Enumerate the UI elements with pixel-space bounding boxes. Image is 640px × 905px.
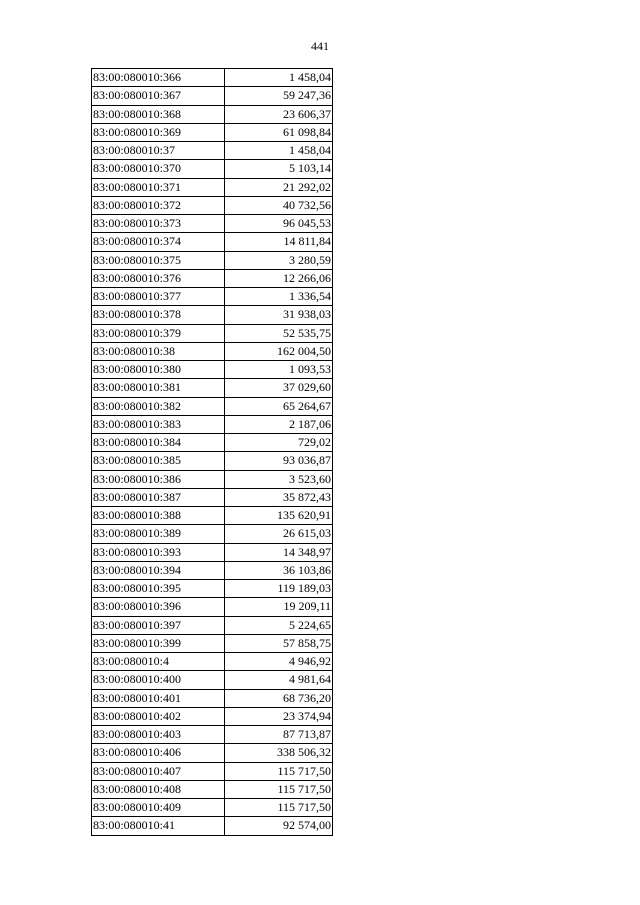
value-cell: 57 858,75 bbox=[225, 634, 333, 652]
cadastral-number-cell: 83:00:080010:397 bbox=[92, 616, 225, 634]
value-cell: 12 266,06 bbox=[225, 269, 333, 287]
value-cell: 36 103,86 bbox=[225, 561, 333, 579]
table-row bbox=[92, 288, 333, 306]
cadastral-number-cell: 83:00:080010:373 bbox=[92, 215, 225, 233]
value-cell: 96 045,53 bbox=[225, 215, 333, 233]
value-cell: 5 103,14 bbox=[225, 160, 333, 178]
cadastral-number-cell: 83:00:080010:389 bbox=[92, 525, 225, 543]
table-row bbox=[92, 744, 333, 762]
table-row bbox=[92, 160, 333, 178]
cadastral-number-cell: 83:00:080010:376 bbox=[92, 269, 225, 287]
cadastral-number-cell: 83:00:080010:388 bbox=[92, 507, 225, 525]
cadastral-number-cell: 83:00:080010:399 bbox=[92, 634, 225, 652]
table-row bbox=[92, 196, 333, 214]
table-row bbox=[92, 780, 333, 798]
cadastral-number-cell: 83:00:080010:394 bbox=[92, 561, 225, 579]
value-cell: 729,02 bbox=[225, 434, 333, 452]
value-cell: 19 209,11 bbox=[225, 598, 333, 616]
value-cell: 14 811,84 bbox=[225, 233, 333, 251]
value-cell: 59 247,36 bbox=[225, 87, 333, 105]
table-row bbox=[92, 123, 333, 141]
value-cell: 87 713,87 bbox=[225, 726, 333, 744]
table-row bbox=[92, 269, 333, 287]
table-row bbox=[92, 561, 333, 579]
table-row bbox=[92, 306, 333, 324]
value-cell: 26 615,03 bbox=[225, 525, 333, 543]
cadastral-number-cell: 83:00:080010:41 bbox=[92, 817, 225, 835]
table-row bbox=[92, 105, 333, 123]
cadastral-number-cell: 83:00:080010:393 bbox=[92, 543, 225, 561]
value-cell: 68 736,20 bbox=[225, 689, 333, 707]
value-cell: 115 717,50 bbox=[225, 780, 333, 798]
cadastral-number-cell: 83:00:080010:409 bbox=[92, 799, 225, 817]
value-cell: 14 348,97 bbox=[225, 543, 333, 561]
value-cell: 52 535,75 bbox=[225, 324, 333, 342]
value-cell: 162 004,50 bbox=[225, 342, 333, 360]
table-row bbox=[92, 379, 333, 397]
table-row bbox=[92, 415, 333, 433]
value-cell: 1 458,04 bbox=[225, 69, 333, 87]
table-row bbox=[92, 817, 333, 835]
table-row bbox=[92, 762, 333, 780]
value-cell: 115 717,50 bbox=[225, 762, 333, 780]
cadastral-number-cell: 83:00:080010:385 bbox=[92, 452, 225, 470]
table-row bbox=[92, 671, 333, 689]
cadastral-number-cell: 83:00:080010:367 bbox=[92, 87, 225, 105]
value-cell: 92 574,00 bbox=[225, 817, 333, 835]
table-row bbox=[92, 580, 333, 598]
value-cell: 119 189,03 bbox=[225, 580, 333, 598]
table-row bbox=[92, 397, 333, 415]
value-cell: 115 717,50 bbox=[225, 799, 333, 817]
value-cell: 40 732,56 bbox=[225, 196, 333, 214]
table-row bbox=[92, 726, 333, 744]
cadastral-number-cell: 83:00:080010:382 bbox=[92, 397, 225, 415]
table-row bbox=[92, 598, 333, 616]
value-cell: 135 620,91 bbox=[225, 507, 333, 525]
cadastral-number-cell: 83:00:080010:384 bbox=[92, 434, 225, 452]
table-row bbox=[92, 87, 333, 105]
table-row bbox=[92, 653, 333, 671]
cadastral-number-cell: 83:00:080010:4 bbox=[92, 653, 225, 671]
table-row bbox=[92, 233, 333, 251]
cadastral-number-cell: 83:00:080010:370 bbox=[92, 160, 225, 178]
cadastral-number-cell: 83:00:080010:407 bbox=[92, 762, 225, 780]
cadastral-number-cell: 83:00:080010:406 bbox=[92, 744, 225, 762]
cadastral-number-cell: 83:00:080010:383 bbox=[92, 415, 225, 433]
value-cell: 338 506,32 bbox=[225, 744, 333, 762]
cadastral-number-cell: 83:00:080010:366 bbox=[92, 69, 225, 87]
cadastral-number-cell: 83:00:080010:380 bbox=[92, 361, 225, 379]
table-row bbox=[92, 251, 333, 269]
cadastral-number-cell: 83:00:080010:408 bbox=[92, 780, 225, 798]
table-row bbox=[92, 434, 333, 452]
value-cell: 37 029,60 bbox=[225, 379, 333, 397]
value-cell: 3 280,59 bbox=[225, 251, 333, 269]
table-row bbox=[92, 634, 333, 652]
cadastral-number-cell: 83:00:080010:396 bbox=[92, 598, 225, 616]
value-cell: 23 374,94 bbox=[225, 707, 333, 725]
value-cell: 2 187,06 bbox=[225, 415, 333, 433]
cadastral-number-cell: 83:00:080010:369 bbox=[92, 123, 225, 141]
value-cell: 3 523,60 bbox=[225, 470, 333, 488]
cadastral-number-cell: 83:00:080010:37 bbox=[92, 142, 225, 160]
table-row bbox=[92, 799, 333, 817]
cadastral-number-cell: 83:00:080010:372 bbox=[92, 196, 225, 214]
table-row bbox=[92, 689, 333, 707]
table-row bbox=[92, 342, 333, 360]
table-row bbox=[92, 142, 333, 160]
cadastral-number-cell: 83:00:080010:375 bbox=[92, 251, 225, 269]
value-cell: 1 093,53 bbox=[225, 361, 333, 379]
cadastral-number-cell: 83:00:080010:374 bbox=[92, 233, 225, 251]
table-row bbox=[92, 178, 333, 196]
value-cell: 21 292,02 bbox=[225, 178, 333, 196]
cadastral-number-cell: 83:00:080010:378 bbox=[92, 306, 225, 324]
table-row bbox=[92, 488, 333, 506]
value-cell: 23 606,37 bbox=[225, 105, 333, 123]
cadastral-number-cell: 83:00:080010:371 bbox=[92, 178, 225, 196]
table-row bbox=[92, 543, 333, 561]
value-cell: 65 264,67 bbox=[225, 397, 333, 415]
value-cell: 4 981,64 bbox=[225, 671, 333, 689]
value-cell: 1 336,54 bbox=[225, 288, 333, 306]
cadastral-number-cell: 83:00:080010:38 bbox=[92, 342, 225, 360]
cadastral-number-cell: 83:00:080010:402 bbox=[92, 707, 225, 725]
value-cell: 1 458,04 bbox=[225, 142, 333, 160]
table-row bbox=[92, 616, 333, 634]
table-row bbox=[92, 324, 333, 342]
cadastral-number-cell: 83:00:080010:403 bbox=[92, 726, 225, 744]
table-body bbox=[92, 69, 333, 836]
cadastral-value-table bbox=[91, 68, 333, 836]
cadastral-number-cell: 83:00:080010:379 bbox=[92, 324, 225, 342]
cadastral-number-cell: 83:00:080010:400 bbox=[92, 671, 225, 689]
value-cell: 35 872,43 bbox=[225, 488, 333, 506]
table-row bbox=[92, 507, 333, 525]
cadastral-number-cell: 83:00:080010:386 bbox=[92, 470, 225, 488]
cadastral-number-cell: 83:00:080010:377 bbox=[92, 288, 225, 306]
table-row bbox=[92, 525, 333, 543]
table-row bbox=[92, 470, 333, 488]
table-row bbox=[92, 707, 333, 725]
value-cell: 31 938,03 bbox=[225, 306, 333, 324]
cadastral-number-cell: 83:00:080010:401 bbox=[92, 689, 225, 707]
page-number: 441 bbox=[311, 39, 329, 53]
cadastral-number-cell: 83:00:080010:387 bbox=[92, 488, 225, 506]
value-cell: 5 224,65 bbox=[225, 616, 333, 634]
table-row bbox=[92, 361, 333, 379]
table-row bbox=[92, 452, 333, 470]
cadastral-number-cell: 83:00:080010:395 bbox=[92, 580, 225, 598]
table-row bbox=[92, 69, 333, 87]
value-cell: 61 098,84 bbox=[225, 123, 333, 141]
cadastral-number-cell: 83:00:080010:368 bbox=[92, 105, 225, 123]
value-cell: 93 036,87 bbox=[225, 452, 333, 470]
table-row bbox=[92, 215, 333, 233]
cadastral-number-cell: 83:00:080010:381 bbox=[92, 379, 225, 397]
value-cell: 4 946,92 bbox=[225, 653, 333, 671]
